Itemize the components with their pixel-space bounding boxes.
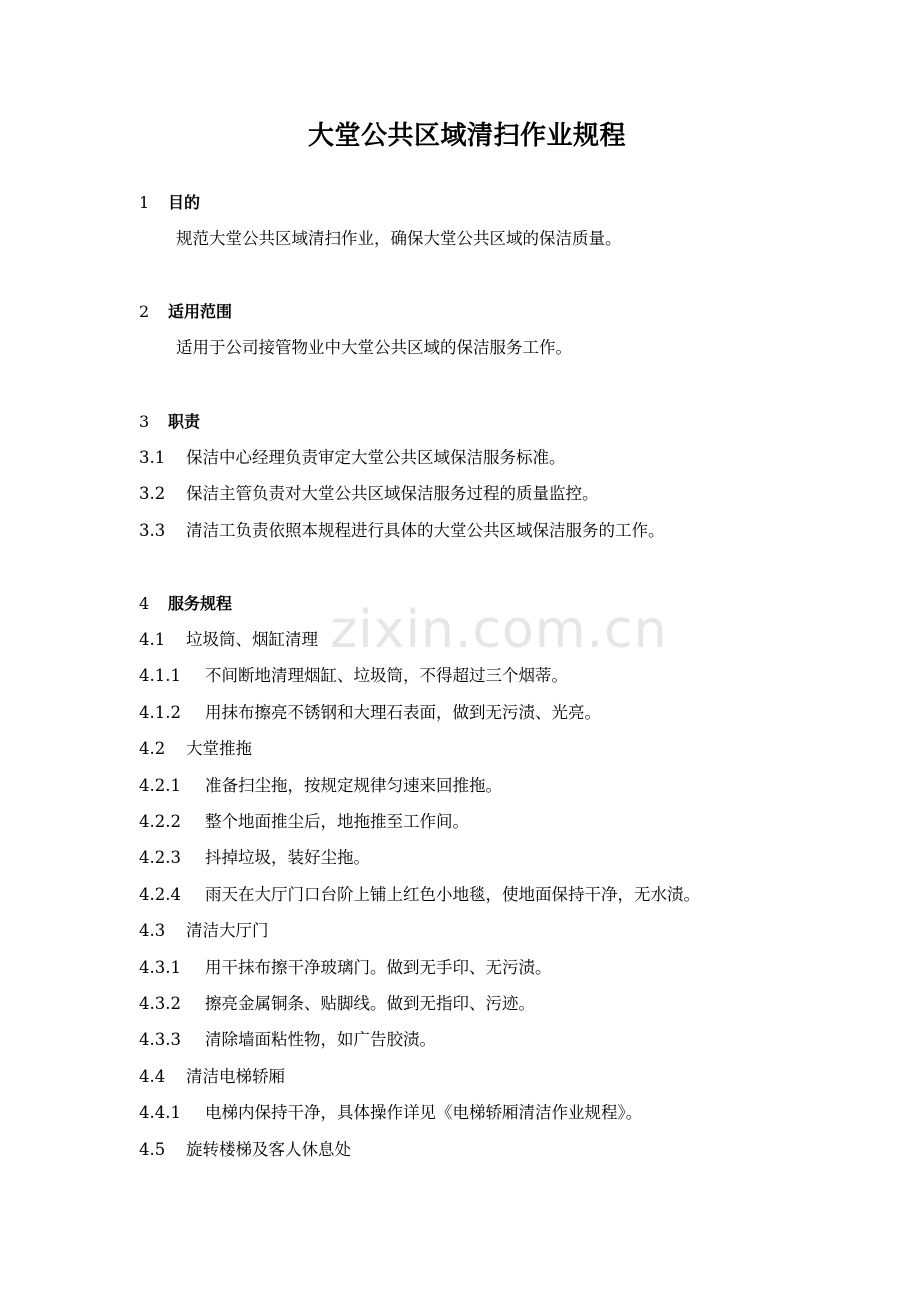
list-item-4-2-1: [139, 774, 502, 798]
item-number: 4.1.1: [139, 666, 181, 685]
list-item-4-3-3: [139, 1028, 436, 1052]
list-item-4-1-1: [139, 664, 568, 688]
list-item-3-3: [139, 519, 665, 543]
item-text: 擦亮金属铜条、贴脚线。做到无指印、污迹。: [205, 994, 535, 1013]
list-item-4-4-1: [139, 1101, 642, 1125]
item-number: 4.2.3: [139, 848, 181, 867]
section-heading-3: [139, 410, 200, 434]
item-number: 3.2: [139, 484, 166, 503]
list-item-4-5: [139, 1138, 351, 1162]
list-item-3-2: [139, 482, 599, 506]
item-text: 保洁主管负责对大堂公共区域保洁服务过程的质量监控。: [186, 484, 599, 503]
item-number: 4.3.2: [139, 994, 181, 1013]
item-text: 清洁大厅门: [186, 921, 269, 940]
item-text: 清洁工负责依照本规程进行具体的大堂公共区域保洁服务的工作。: [186, 521, 665, 540]
item-number: 4.3: [139, 921, 166, 940]
list-item-4-3-2: [139, 992, 535, 1016]
item-text: 垃圾筒、烟缸清理: [186, 630, 318, 649]
item-number: 4.3.3: [139, 1030, 181, 1049]
item-text: 用抹布擦亮不锈钢和大理石表面，做到无污渍、光亮。: [205, 703, 601, 722]
list-item-4-2-2: [139, 810, 469, 834]
item-text: 大堂推拖: [186, 739, 252, 758]
item-number: 4.1: [139, 630, 166, 649]
item-text: 抖掉垃圾，装好尘拖。: [205, 848, 370, 867]
section-title: 服务规程: [168, 594, 233, 613]
list-item-4-1: [139, 628, 318, 652]
item-text: 清除墙面粘性物，如广告胶渍。: [205, 1030, 436, 1049]
section-heading-1: [139, 191, 200, 215]
item-number: 4.4.1: [139, 1103, 181, 1122]
item-number: 3.1: [139, 448, 166, 467]
section-number: 1: [139, 193, 150, 212]
item-text: 旋转楼梯及客人休息处: [186, 1140, 351, 1159]
section-heading-2: [139, 300, 232, 324]
item-number: 4.1.2: [139, 703, 181, 722]
item-text: 整个地面推尘后，地拖推至工作间。: [205, 812, 469, 831]
item-number: 3.3: [139, 521, 166, 540]
list-item-4-2-3: [139, 846, 370, 870]
item-text: 电梯内保持干净，具体操作详见《电梯轿厢清洁作业规程》。: [205, 1103, 643, 1122]
item-number: 4.2: [139, 739, 166, 758]
list-item-4-2-4: [139, 883, 700, 907]
watermark: zixin.com.cn: [330, 600, 668, 660]
item-number: 4.2.4: [139, 885, 181, 904]
item-number: 4.4: [139, 1067, 166, 1086]
item-number: 4.2.1: [139, 776, 181, 795]
document-title: 大堂公共区域清扫作业规程: [307, 121, 626, 151]
section-number: 3: [139, 412, 150, 431]
section-number: 2: [139, 302, 150, 321]
item-text: 不间断地清理烟缸、垃圾筒，不得超过三个烟蒂。: [205, 666, 568, 685]
item-text: 雨天在大厅门口台阶上铺上红色小地毯，使地面保持干净，无水渍。: [205, 885, 700, 904]
paragraph-scope: 适用于公司接管物业中大堂公共区域的保洁服务工作。: [176, 338, 572, 357]
list-item-4-3-1: [139, 956, 552, 980]
item-text: 用干抹布擦干净玻璃门。做到无手印、无污渍。: [205, 958, 552, 977]
item-number: 4.5: [139, 1140, 166, 1159]
list-item-3-1: [139, 446, 566, 470]
list-item-4-3: [139, 919, 269, 943]
list-item-4-1-2: [139, 701, 601, 725]
paragraph-purpose: 规范大堂公共区域清扫作业，确保大堂公共区域的保洁质量。: [176, 229, 622, 248]
item-text: 保洁中心经理负责审定大堂公共区域保洁服务标准。: [186, 448, 566, 467]
item-text: 准备扫尘拖，按规定规律匀速来回推拖。: [205, 776, 502, 795]
section-title: 职责: [168, 412, 201, 431]
item-number: 4.3.1: [139, 958, 181, 977]
list-item-4-2: [139, 737, 252, 761]
section-title: 适用范围: [168, 302, 233, 321]
item-number: 4.2.2: [139, 812, 181, 831]
section-title: 目的: [168, 193, 201, 212]
section-heading-4: [139, 592, 232, 616]
item-text: 清洁电梯轿厢: [186, 1067, 285, 1086]
section-number: 4: [139, 594, 150, 613]
list-item-4-4: [139, 1065, 285, 1089]
